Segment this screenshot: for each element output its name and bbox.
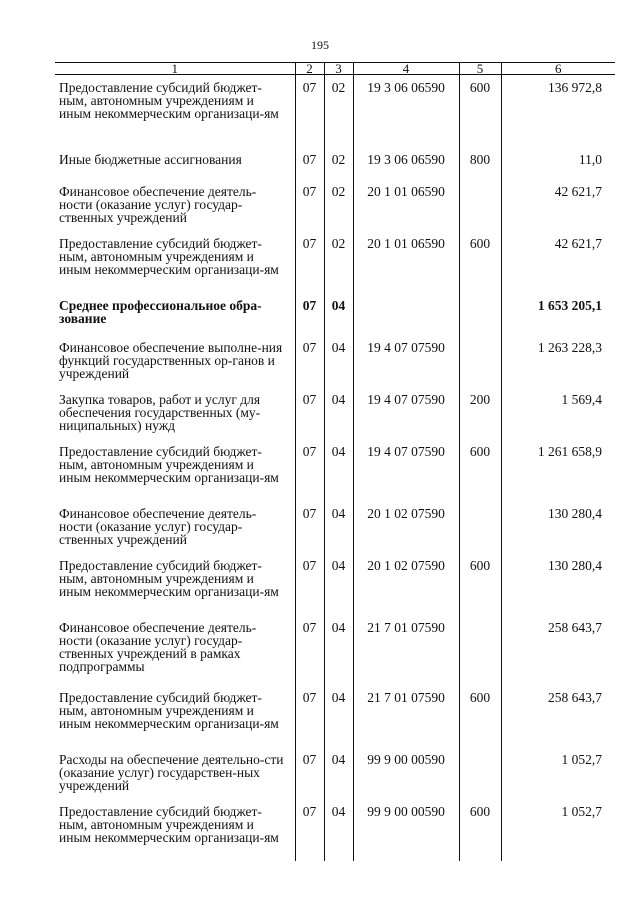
section-code: 07: [295, 147, 324, 179]
subsection-code: 04: [324, 293, 353, 335]
target-article-code: 99 9 00 00590: [353, 747, 459, 799]
section-code: 07: [295, 799, 324, 861]
target-article-code: 20 1 01 06590: [353, 179, 459, 231]
amount: 130 280,4: [501, 501, 615, 553]
amount: 42 621,7: [501, 231, 615, 293]
row-name: Финансовое обеспечение выполне-ния функций государственных ор-ганов и учреждений: [59, 339, 283, 381]
amount: 1 569,4: [501, 387, 615, 439]
column-header: 6: [501, 63, 615, 75]
subsection-code: 04: [324, 615, 353, 685]
target-article-code: 20 1 02 07590: [353, 501, 459, 553]
amount: 1 052,7: [501, 799, 615, 861]
row-name: Предоставление субсидий бюджет-ным, автономным учреждениям и иным некоммерческим организаци-ям: [59, 557, 279, 599]
amount: 136 972,8: [501, 75, 615, 147]
section-code: 07: [295, 615, 324, 685]
table-row: [55, 685, 615, 747]
target-article-code: 99 9 00 00590: [353, 799, 459, 861]
section-code: 07: [295, 387, 324, 439]
amount: 11,0: [501, 147, 615, 179]
target-article-code: 19 3 06 06590: [353, 147, 459, 179]
section-code: 07: [295, 75, 324, 147]
page-number: 195: [311, 38, 329, 52]
section-code: 07: [295, 293, 324, 335]
table-row: [55, 799, 615, 861]
row-name: Закупка товаров, работ и услуг для обеспечения государственных (му-ниципальных) нужд: [59, 391, 261, 433]
subsection-code: 04: [324, 799, 353, 861]
expense-type-code: [459, 179, 501, 231]
subsection-code: 04: [324, 335, 353, 387]
section-code: 07: [295, 553, 324, 615]
subsection-code: 04: [324, 747, 353, 799]
row-name: Расходы на обеспечение деятельно-сти (оказание услуг) государствен-ных учреждений: [59, 751, 284, 793]
table-row: [55, 335, 615, 387]
column-header: 5: [459, 63, 501, 75]
section-code: 07: [295, 231, 324, 293]
amount: 1 261 658,9: [501, 439, 615, 501]
section-code: 07: [295, 179, 324, 231]
table-row: [55, 179, 615, 231]
row-name: Предоставление субсидий бюджет-ным, автономным учреждениям и иным некоммерческим организаци-ям: [59, 689, 279, 731]
table-row: [55, 439, 615, 501]
table-row: [55, 553, 615, 615]
expense-type-code: 600: [459, 685, 501, 747]
amount: 1 653 205,1: [501, 293, 615, 335]
subsection-code: 04: [324, 501, 353, 553]
row-name: Среднее профессиональное обра-зование: [59, 297, 262, 326]
section-code: 07: [295, 439, 324, 501]
subsection-code: 04: [324, 553, 353, 615]
table-row: [55, 615, 615, 685]
amount: 258 643,7: [501, 615, 615, 685]
target-article-code: 19 3 06 06590: [353, 75, 459, 147]
target-article-code: 19 4 07 07590: [353, 439, 459, 501]
header-row: [55, 63, 615, 75]
expense-type-code: [459, 747, 501, 799]
column-header: 1: [55, 63, 295, 75]
expense-type-code: [459, 293, 501, 335]
row-name: Финансовое обеспечение деятель-ности (оказание услуг) государ-ственных учреждений: [59, 183, 257, 225]
expense-type-code: 200: [459, 387, 501, 439]
row-name: Иные бюджетные ассигнования: [59, 151, 242, 167]
subsection-code: 02: [324, 75, 353, 147]
amount: 130 280,4: [501, 553, 615, 615]
expense-type-code: 600: [459, 439, 501, 501]
section-code: 07: [295, 501, 324, 553]
expense-type-code: [459, 335, 501, 387]
subsection-code: 04: [324, 387, 353, 439]
subsection-code: 02: [324, 147, 353, 179]
row-name: Предоставление субсидий бюджет-ным, автономным учреждениям и иным некоммерческим организаци-ям: [59, 80, 279, 121]
expense-type-code: [459, 615, 501, 685]
amount: 1 052,7: [501, 747, 615, 799]
section-code: 07: [295, 335, 324, 387]
subsection-code: 04: [324, 439, 353, 501]
table-row: [55, 501, 615, 553]
row-name: Финансовое обеспечение деятель-ности (оказание услуг) государ-ственных учреждений: [59, 505, 257, 547]
subsection-code: 02: [324, 231, 353, 293]
budget-table: [55, 62, 615, 861]
expense-type-code: [459, 501, 501, 553]
row-name: Предоставление субсидий бюджет-ным, автономным учреждениям и иным некоммерческим организаци-ям: [59, 803, 279, 845]
table-row: [55, 231, 615, 293]
column-header: 2: [295, 63, 324, 75]
table-row: [55, 293, 615, 335]
section-code: 07: [295, 685, 324, 747]
target-article-code: 21 7 01 07590: [353, 615, 459, 685]
target-article-code: [353, 293, 459, 335]
subsection-code: 02: [324, 179, 353, 231]
row-name: Предоставление субсидий бюджет-ным, автономным учреждениям и иным некоммерческим организаци-ям: [59, 235, 279, 277]
subsection-code: 04: [324, 685, 353, 747]
table-row: [55, 387, 615, 439]
expense-type-code: 600: [459, 231, 501, 293]
expense-type-code: 800: [459, 147, 501, 179]
table-row: [55, 75, 615, 147]
target-article-code: 20 1 01 06590: [353, 231, 459, 293]
expense-type-code: 600: [459, 553, 501, 615]
table-row: [55, 747, 615, 799]
column-header: 3: [324, 63, 353, 75]
expense-type-code: 600: [459, 799, 501, 861]
row-name: Финансовое обеспечение деятель-ности (оказание услуг) государ-ственных учреждений в рамках подпрограммы: [59, 619, 257, 674]
section-code: 07: [295, 747, 324, 799]
table-row: [55, 147, 615, 179]
amount: 42 621,7: [501, 179, 615, 231]
amount: 1 263 228,3: [501, 335, 615, 387]
row-name: Предоставление субсидий бюджет-ным, автономным учреждениям и иным некоммерческим организаци-ям: [59, 443, 279, 485]
expense-type-code: 600: [459, 75, 501, 147]
target-article-code: 20 1 02 07590: [353, 553, 459, 615]
amount: 258 643,7: [501, 685, 615, 747]
column-header: 4: [353, 63, 459, 75]
target-article-code: 19 4 07 07590: [353, 387, 459, 439]
target-article-code: 21 7 01 07590: [353, 685, 459, 747]
target-article-code: 19 4 07 07590: [353, 335, 459, 387]
